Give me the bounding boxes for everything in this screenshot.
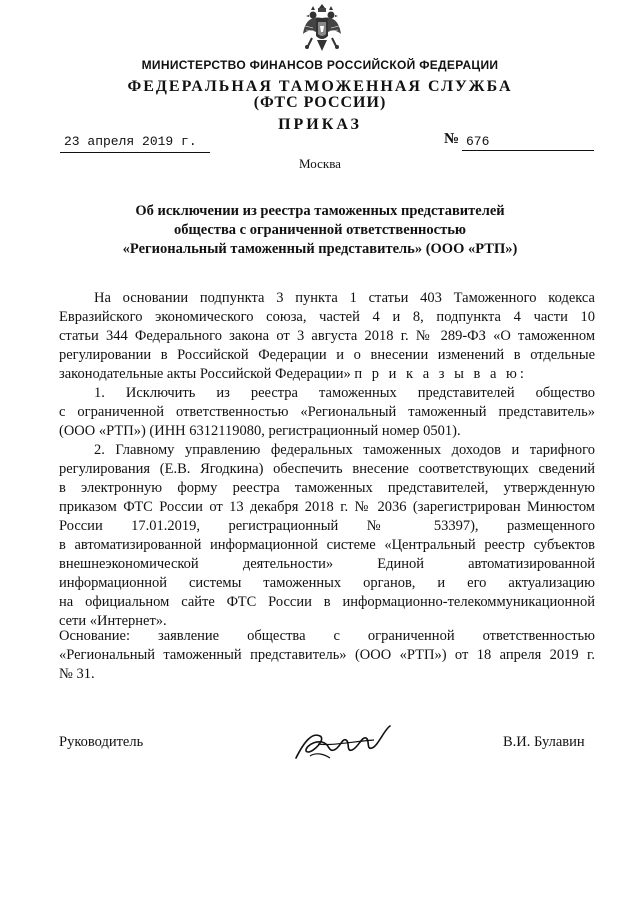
preamble-line: На основании подпункта 3 пункта 1 статьи 403 Таможенного кодекса: [94, 290, 595, 306]
basis-line: «Региональный таможенный представитель» (ООО «РТП») от 18 апреля 2019 г.: [59, 647, 595, 663]
item2-line: сети «Интернет».: [59, 613, 167, 629]
handwritten-signature: [290, 722, 400, 764]
issue-city: Москва: [299, 156, 341, 171]
order-number-label: №: [444, 131, 460, 147]
preamble-line: статьи 344 Федерального закона от 3 августа 2018 г. № 289-ФЗ «О таможенном: [59, 328, 595, 344]
item1-line: с ограниченной ответственностью «Региональный таможенный представитель»: [59, 404, 595, 420]
order-number: 676: [466, 134, 490, 149]
preamble-line: регулировании в Российской Федерации и о внесении изменений в отдельные: [59, 347, 595, 363]
signatory-name: В.И. Булавин: [503, 734, 585, 750]
item2-line: информационной системы таможенных органов, и его актуализацию: [59, 575, 595, 591]
order-date: 23 апреля 2019 г.: [64, 134, 197, 149]
document-type: ПРИКАЗ: [278, 116, 362, 133]
item2-line: России 17.01.2019, регистрационный № 53397), размещенного: [59, 518, 595, 534]
item2-line: на официальном сайте ФТС России в информационно-телекоммуникационной: [59, 594, 595, 610]
preamble-line: Евразийского экономического союза, частей 4 и 8, подпункта 4 части 10: [59, 309, 595, 325]
service-abbreviation: (ФТС РОССИИ): [253, 94, 387, 111]
ministry-name: МИНИСТЕРСТВО ФИНАНСОВ РОССИЙСКОЙ ФЕДЕРАЦИИ: [141, 58, 499, 72]
title-line: «Региональный таможенный представитель» (ООО «РТП»): [122, 241, 518, 257]
item2-line: внешнеэкономической деятельности» Единой автоматизированной: [59, 556, 595, 572]
item2-line: 2. Главному управлению федеральных таможенных доходов и тарифного: [94, 442, 595, 458]
item1-line: (ООО «РТП») (ИНН 6312119080, регистрационный номер 0501).: [59, 423, 461, 439]
basis-line: № 31.: [59, 666, 95, 682]
item1-line: 1. Исключить из реестра таможенных представителей общество: [94, 385, 595, 401]
date-underline: [60, 152, 210, 153]
item2-line: приказом ФТС России от 13 декабря 2018 г. № 2036 (зарегистрирован Минюстом: [59, 499, 595, 515]
basis-line: Основание: заявление общества с ограниченной ответственностью: [59, 628, 595, 644]
item2-line: в автоматизированной информационной системе «Центральный реестр субъектов: [59, 537, 595, 553]
preamble-last: законодательные акты Российской Федерации»: [59, 366, 351, 382]
title-line: Об исключении из реестра таможенных представителей: [135, 203, 505, 219]
signatory-position: Руководитель: [59, 734, 144, 750]
number-underline: [462, 150, 594, 151]
order-word: п р и к а з ы в а ю:: [354, 366, 527, 382]
title-line: общества с ограниченной ответственностью: [174, 222, 466, 238]
russian-coat-of-arms-icon: [302, 4, 342, 54]
service-name: ФЕДЕРАЛЬНАЯ ТАМОЖЕННАЯ СЛУЖБА: [127, 78, 513, 95]
preamble-line: [59, 366, 595, 383]
item2-line: регулирования (Е.В. Ягодкина) обеспечить внесение соответствующих сведений: [59, 461, 595, 477]
item2-line: в электронную форму реестра таможенных представителей, утвержденную: [59, 480, 595, 496]
